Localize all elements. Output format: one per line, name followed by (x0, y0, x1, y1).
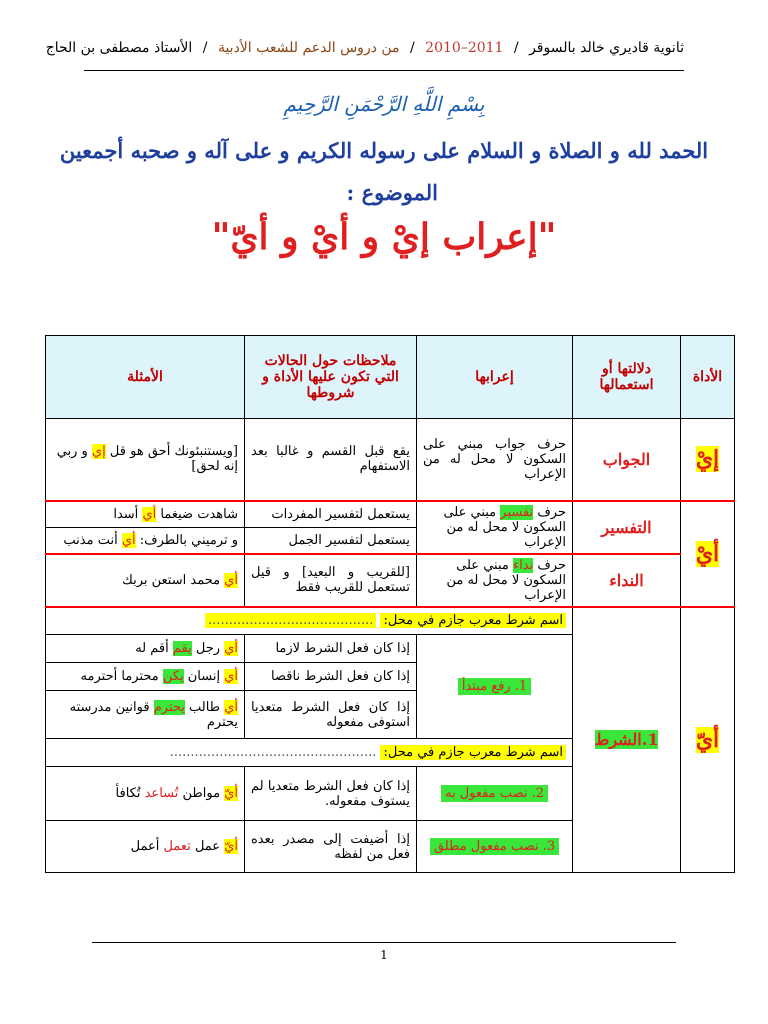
note-cell: يقع قبل القسم و غالبا بعد الاستفهام (245, 419, 417, 501)
usage-cell: النداء (573, 554, 681, 607)
tool-cell: أيْ (681, 501, 735, 607)
table-header-row (46, 336, 735, 419)
note-cell: يستعمل لتفسير الجمل (245, 527, 417, 554)
usage-cell: 1.الشرط (573, 607, 681, 873)
example-cell: أي طالب يحترم قوانين مدرسته يحترم (46, 691, 245, 739)
header-teacher: الأستاذ مصطفى بن الحاج (45, 40, 193, 56)
lesson-table (45, 335, 735, 873)
header-separator: / (513, 40, 519, 56)
example-cell: [ويستنبئونك أحق هو قل إي و ربي إنه لحق] (46, 419, 245, 501)
hamd-line: الحمد لله و الصلاة و السلام على رسوله الكريم و على آله و صحبه أجمعين (59, 138, 709, 163)
topic-label: الموضوع : (346, 180, 438, 205)
subsection-header: اسم شرط معرب جازم في محل: ........................................ (46, 607, 573, 635)
note-cell: إذا كان فعل الشرط متعديا استوفى مفعوله (245, 691, 417, 739)
header-year: 2011–2010 (425, 40, 504, 56)
function-cell: 1. رفع مبتدأ (417, 635, 573, 739)
table-row (46, 419, 735, 501)
header-separator: / (410, 40, 415, 56)
example-cell: أي إنسان يكن محترما أحترمه (46, 663, 245, 691)
note-cell: إذا أضيفت إلى مصدر بعده فعل من لفظه (245, 821, 417, 873)
page-header (45, 40, 684, 56)
note-cell: إذا كان فعل الشرط متعديا لم يستوف مفعوله. (245, 767, 417, 821)
table-row (46, 501, 735, 528)
note-cell: إذا كان فعل الشرط لازما (245, 635, 417, 663)
footer-divider (92, 942, 676, 943)
note-cell: [للقريب و البعيد] و قيل تستعمل للقريب فقط (245, 554, 417, 607)
note-cell: يستعمل لتفسير المفردات (245, 501, 417, 528)
header-parsing: إعرابها (417, 336, 573, 419)
tool-cell: أيّ (681, 607, 735, 873)
example-cell: و ترميني بالطرف: أي أنت مذنب (46, 527, 245, 554)
function-cell: 3. نصب مفعول مطلق (417, 821, 573, 873)
usage-cell: التفسير (573, 501, 681, 554)
tool-cell: إيْ (681, 419, 735, 501)
basmala: بِسْمِ اللَّهِ الرَّحْمَنِ الرَّحِيمِ (283, 92, 485, 116)
header-notes: ملاحظات حول الحالات التي تكون عليها الأداة و شروطها (245, 336, 417, 419)
example-cell: أيّ مواطن تُساعد تُكافأ (46, 767, 245, 821)
header-tool: الأداة (681, 336, 735, 419)
example-cell: شاهدت ضيغما أي أسدا (46, 501, 245, 528)
header-course: من دروس الدعم للشعب الأدبية (217, 40, 400, 56)
main-title: "إعراب إيْ و أيْ و أيّ" (211, 216, 557, 258)
example-cell: أي رجل يقم أقم له (46, 635, 245, 663)
parsing-cell: حرف نداء مبني على السكون لا محل له من الإعراب (417, 554, 573, 607)
example-cell: أيّ عمل تعمل أعمل (46, 821, 245, 873)
example-cell: أي محمد استعن بربك (46, 554, 245, 607)
header-separator: / (202, 40, 208, 56)
table-row (46, 554, 735, 607)
usage-cell: الجواب (573, 419, 681, 501)
header-examples: الأمثلة (46, 336, 245, 419)
note-cell: إذا كان فعل الشرط ناقصا (245, 663, 417, 691)
subsection-header: اسم شرط معرب جازم في محل: .................................................. (46, 739, 573, 767)
parsing-cell: حرف تفسير مبني على السكون لا محل له من الإعراب (417, 501, 573, 554)
parsing-cell: حرف جواب مبني على السكون لا محل له من الإعراب (417, 419, 573, 501)
table-row (46, 607, 735, 635)
header-divider (84, 70, 684, 71)
header-school: ثانوية قاديري خالد بالسوقر (529, 40, 684, 56)
page-number: 1 (380, 948, 388, 962)
header-usage: دلالتها أو استعمالها (573, 336, 681, 419)
function-cell: 2. نصب مفعول به (417, 767, 573, 821)
